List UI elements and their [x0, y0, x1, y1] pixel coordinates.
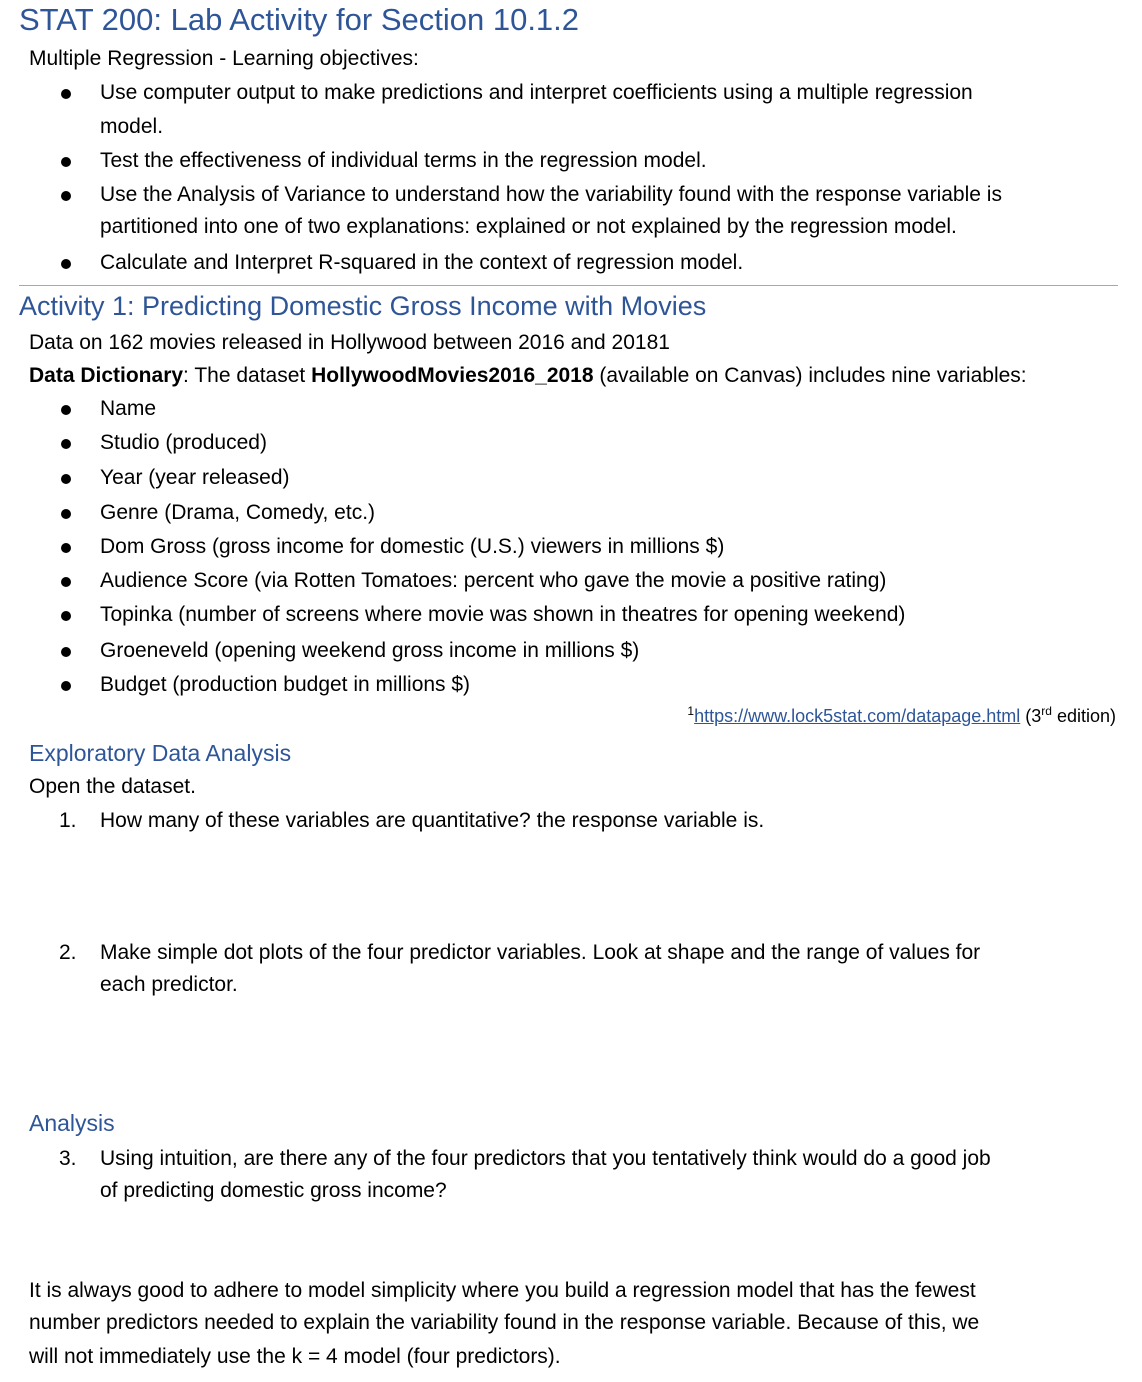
variable-item: Genre (Drama, Comedy, etc.) [100, 501, 376, 524]
variable-item: Audience Score (via Rotten Tomatoes: percent who gave the movie a positive rating) [100, 569, 887, 592]
bullet-icon [61, 647, 71, 657]
bullet-icon [61, 405, 71, 415]
data-dictionary-label: Data Dictionary [29, 364, 184, 387]
question-number: 2. [59, 941, 77, 964]
variable-item: Budget (production budget in millions $) [100, 673, 471, 696]
bullet-icon [61, 681, 71, 691]
question-3: Using intuition, are there any of the four predictors that you tentatively think would do a good job [100, 1147, 991, 1170]
variable-item: Dom Gross (gross income for domestic (U.S.) viewers in millions $) [100, 535, 725, 558]
variable-item: Studio (produced) [100, 431, 267, 454]
bullet-icon [61, 611, 71, 621]
bullet-icon [61, 157, 71, 167]
question-2: Make simple dot plots of the four predictor variables. Look at shape and the range of values for [100, 941, 981, 964]
bullet-icon [61, 474, 71, 484]
question-number: 1. [59, 809, 77, 832]
objectives-heading: Multiple Regression - Learning objectives: [29, 47, 419, 70]
variable-item: Topinka (number of screens where movie was shown in theatres for opening weekend) [100, 603, 906, 626]
objective-3: Use the Analysis of Variance to understand how the variability found with the response variable is [100, 183, 1002, 206]
closing-paragraph-line: will not immediately use the k = 4 model (four predictors). [29, 1345, 561, 1368]
closing-paragraph-line: number predictors needed to explain the variability found in the response variable. Because of this, we [29, 1311, 980, 1334]
question-2-cont: each predictor. [100, 973, 238, 996]
data-dictionary: Data Dictionary: The dataset HollywoodMovies2016_2018 (available on Canvas) includes nine variables: [29, 364, 1027, 387]
footnote: $^1$https://www.lock5stat.com/datapage.html (3rd edition) [687, 704, 1116, 726]
question-1: How many of these variables are quantitative? the response variable is. [100, 809, 765, 832]
variable-item: Year (year released) [100, 466, 290, 489]
objective-1-cont: model. [100, 115, 164, 138]
footnote-link[interactable]: https://www.lock5stat.com/datapage.html [694, 706, 1021, 726]
analysis-heading: Analysis [29, 1110, 115, 1136]
bullet-icon [61, 259, 71, 269]
bullet-icon [61, 509, 71, 519]
question-3-cont: of predicting domestic gross income? [100, 1179, 447, 1202]
variable-item: Name [100, 397, 157, 420]
bullet-icon [61, 191, 71, 201]
objective-2: Test the effectiveness of individual terms in the regression model. [100, 149, 707, 172]
bullet-icon [61, 89, 71, 99]
bullet-icon [61, 439, 71, 449]
eda-open-text: Open the dataset. [29, 775, 196, 798]
closing-paragraph-line: It is always good to adhere to model simplicity where you build a regression model that has the fewest [29, 1279, 976, 1302]
dataset-name: HollywoodMovies2016_2018 [311, 364, 594, 387]
page-title: STAT 200: Lab Activity for Section 10.1.2 [19, 2, 580, 37]
eda-heading: Exploratory Data Analysis [29, 740, 292, 766]
activity-heading: Activity 1: Predicting Domestic Gross Income with Movies [19, 291, 707, 321]
variable-item: Groeneveld (opening weekend gross income in millions $) [100, 639, 640, 662]
objective-3-cont: partitioned into one of two explanations: explained or not explained by the regression model. [100, 215, 957, 238]
bullet-icon [61, 577, 71, 587]
section-divider [19, 285, 1118, 286]
bullet-icon [61, 543, 71, 553]
objective-1: Use computer output to make predictions and interpret coefficients using a multiple regression [100, 81, 973, 104]
data-description: Data on 162 movies released in Hollywood between 2016 and 20181 [29, 331, 670, 354]
question-number: 3. [59, 1147, 77, 1170]
objective-4: Calculate and Interpret R-squared in the context of regression model. [100, 251, 744, 274]
